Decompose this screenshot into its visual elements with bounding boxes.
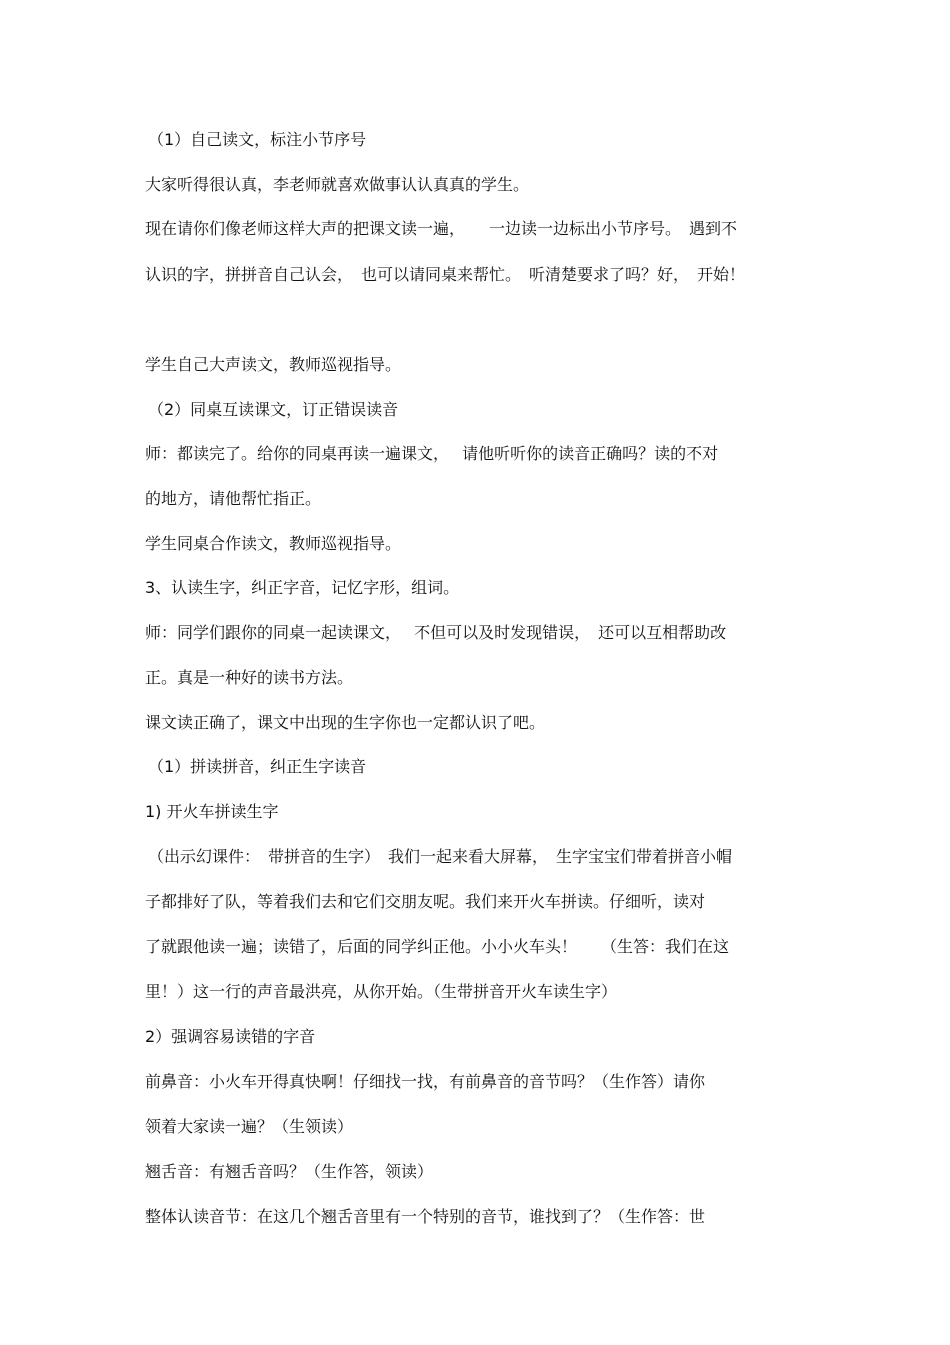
paragraph-line: 大家听得很认真，李老师就喜欢做事认认真真的学生。	[145, 175, 530, 194]
paragraph-line: 师：同学们跟你的同桌一起读课文， 不但可以及时发现错误， 还可以互相帮助改	[145, 623, 727, 642]
paragraph-line: 里！）这一行的声音最洪亮，从你开始。（生带拼音开火车读生字）	[145, 982, 618, 1001]
section-heading-peer-read: （2）同桌互读课文，订正错误读音	[148, 400, 399, 419]
paragraph-line: 正。真是一种好的读书方法。	[145, 668, 354, 687]
paragraph-line: 认识的字，拼拼音自己认会， 也可以请同桌来帮忙。 听清楚要求了吗？好， 开始！	[145, 265, 746, 284]
paragraph-line: 学生同桌合作读文，教师巡视指导。	[145, 534, 402, 553]
section-heading-pinyin: （1）拼读拼音，纠正生字读音	[148, 757, 367, 776]
paragraph-line: 师：都读完了。给你的同桌再读一遍课文， 请他听听你的读音正确吗？读的不对	[145, 444, 719, 463]
subheading-train-reading: 1) 开火车拼读生字	[145, 802, 279, 821]
paragraph-line: 学生自己大声读文，教师巡视指导。	[145, 355, 402, 374]
paragraph-line: 的地方，请他帮忙指正。	[145, 489, 322, 508]
paragraph-line: 翘舌音：有翘舌音吗？（生作答，领读）	[145, 1162, 434, 1181]
paragraph-line: （出示幻课件： 带拼音的生字） 我们一起来看大屏幕， 生字宝宝们带着拼音小帽	[148, 847, 733, 866]
section-heading-read-aloud: （1）自己读文，标注小节序号	[148, 130, 367, 149]
paragraph-line: 整体认读音节：在这几个翘舌音里有一个特别的音节，谁找到了？（生作答：世	[145, 1207, 706, 1226]
paragraph-line: 前鼻音：小火车开得真快啊！仔细找一找，有前鼻音的音节吗？（生作答）请你	[145, 1072, 706, 1091]
paragraph-line: 子都排好了队，等着我们去和它们交朋友呢。我们来开火车拼读。仔细听，读对	[145, 892, 706, 911]
paragraph-line: 了就跟他读一遍；读错了，后面的同学纠正他。小小火车头！ （生答：我们在这	[145, 937, 730, 956]
paragraph-line: 课文读正确了，课文中出现的生字你也一定都认识了吧。	[145, 713, 546, 732]
paragraph-line: 领着大家读一遍？（生领读）	[145, 1117, 354, 1136]
section-heading-character-reading: 3、认读生字，纠正字音，记忆字形，组词。	[145, 578, 460, 597]
subheading-emphasize-sounds: 2）强调容易读错的字音	[145, 1027, 316, 1046]
paragraph-line: 现在请你们像老师这样大声的把课文读一遍， 一边读一边标出小节序号。 遇到不	[145, 219, 738, 238]
